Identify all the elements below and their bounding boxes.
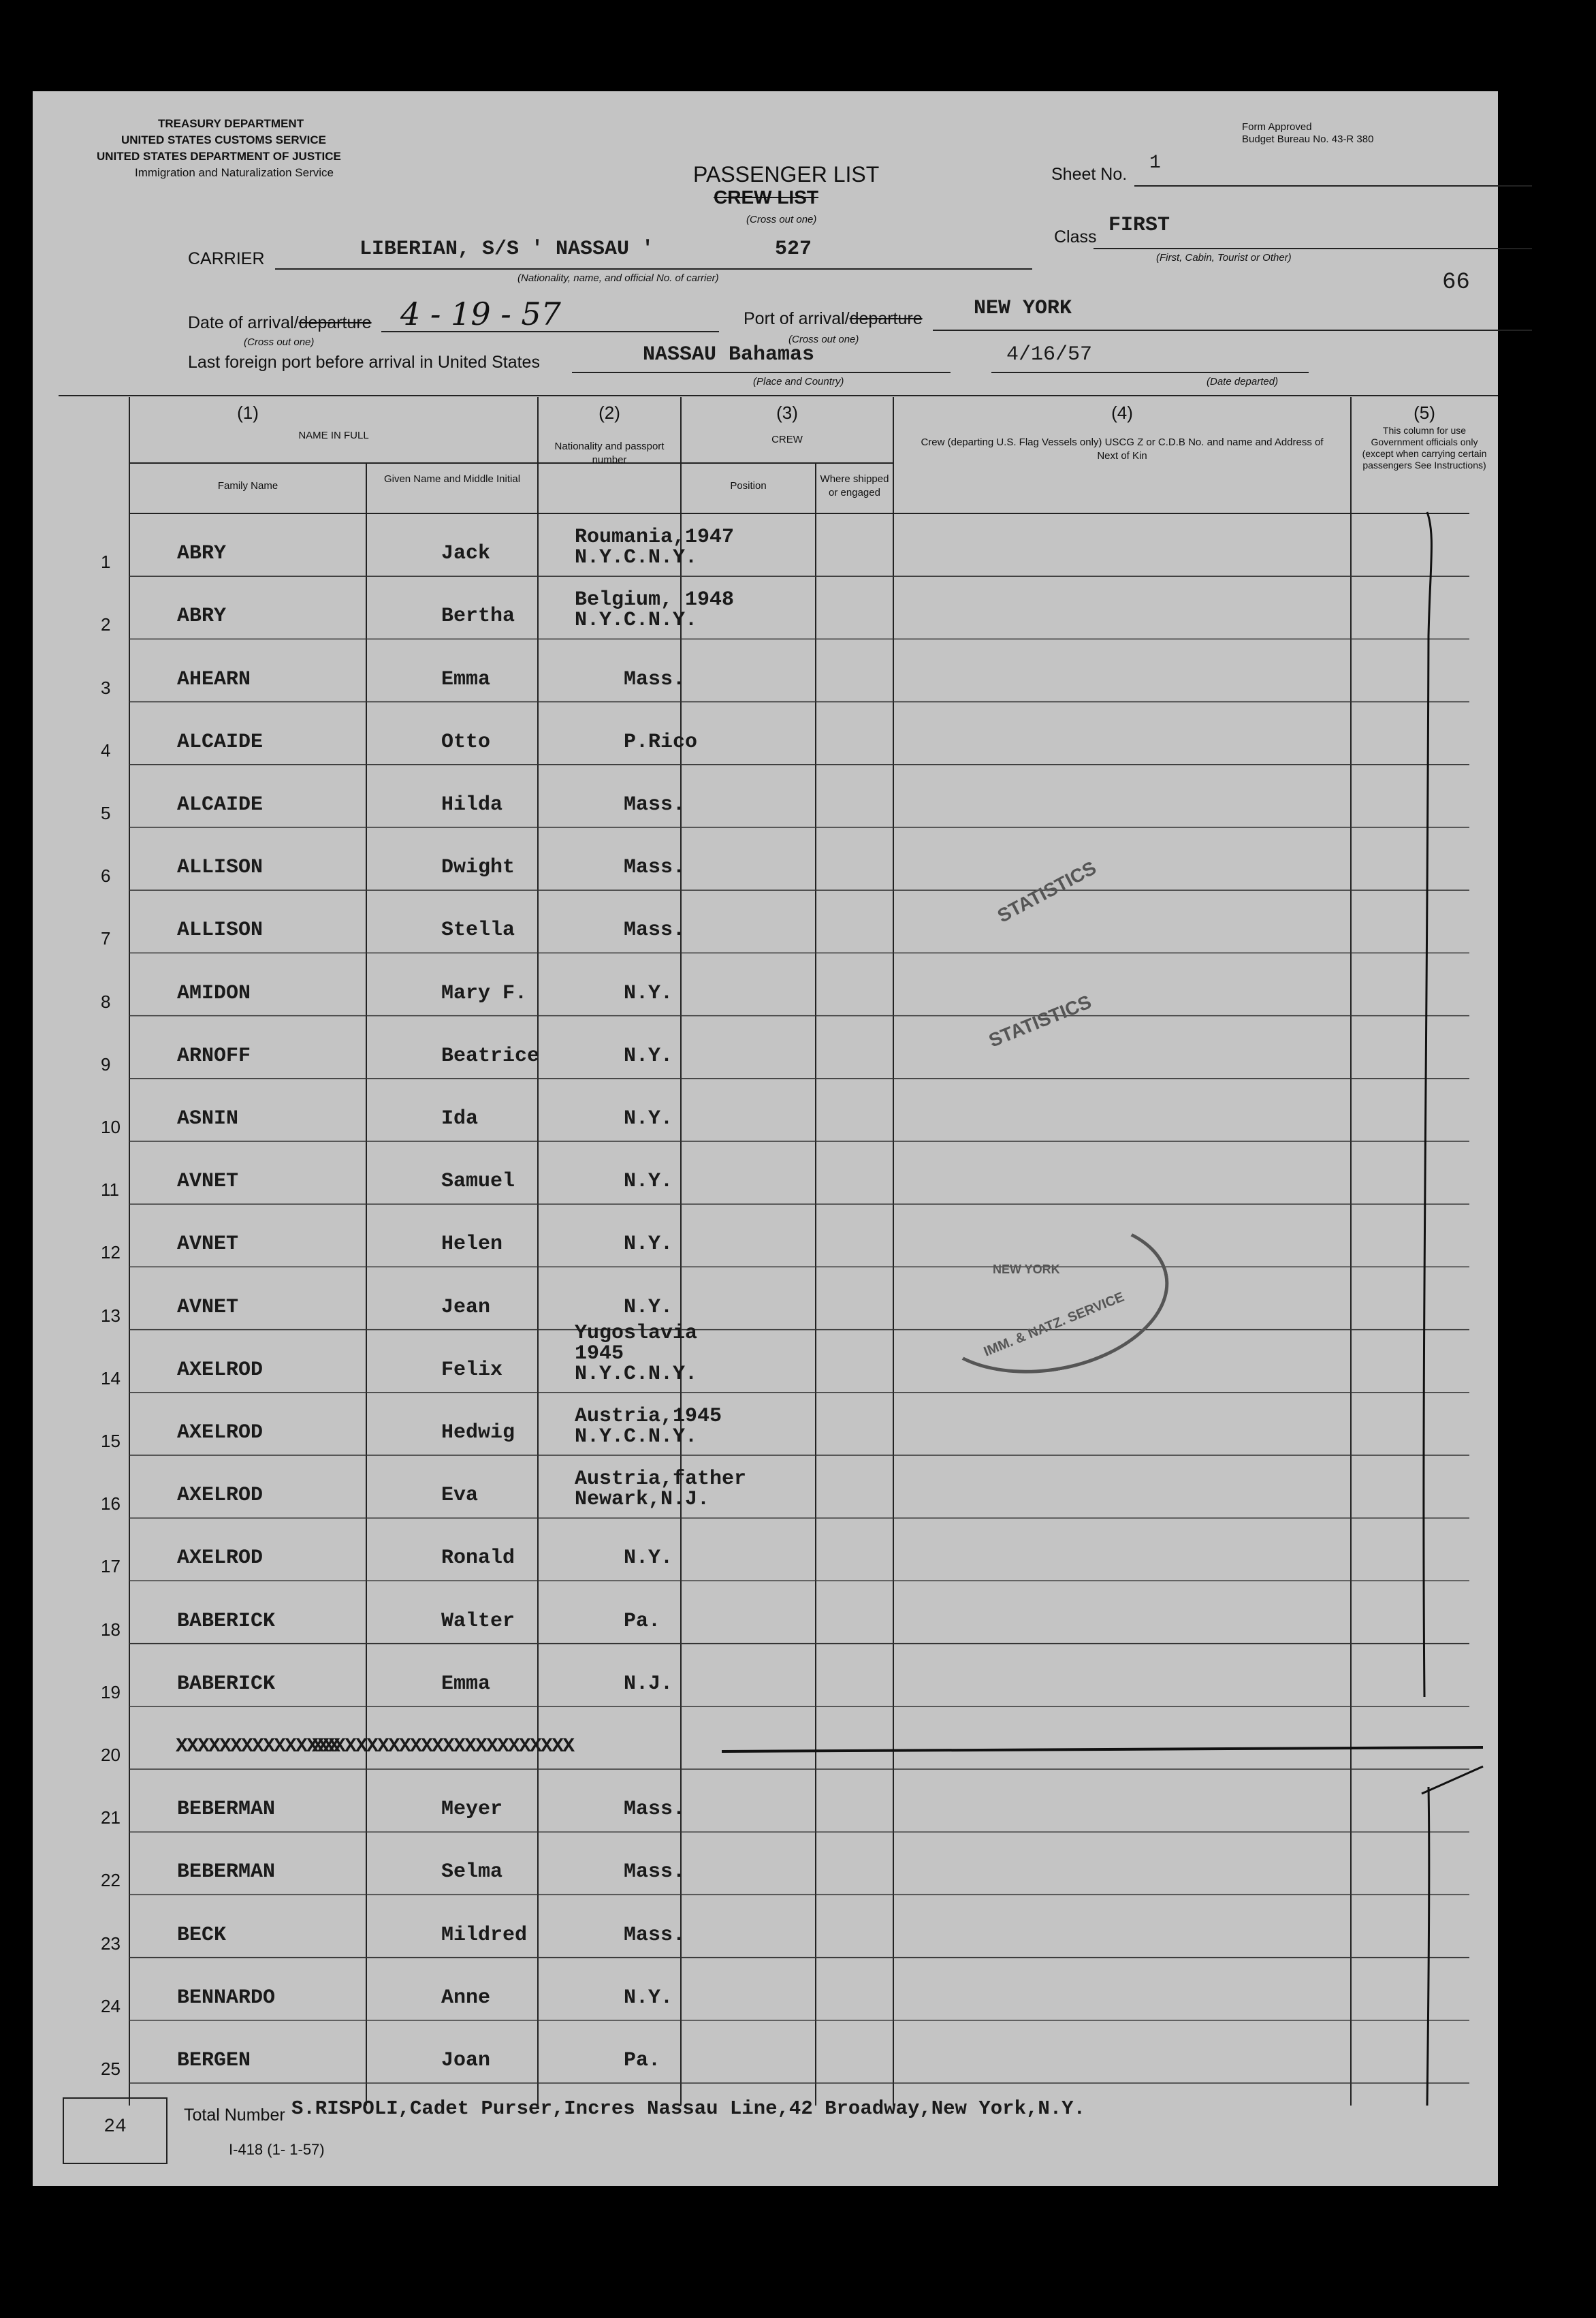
row-number: 23	[101, 1933, 121, 1954]
total-number-box	[63, 2097, 167, 2164]
nationality-line: Mass.	[624, 919, 686, 942]
given-name-cell: Hilda	[441, 793, 503, 816]
total-number-label: Total Number	[184, 2106, 285, 2125]
nationality-line: Mass.	[624, 1860, 686, 1884]
given-name-cell: Emma	[441, 1672, 491, 1696]
col-nationality: Nationality and passport number	[554, 441, 665, 466]
form-title: PASSENGER LIST	[693, 162, 880, 187]
handwritten-66: 66	[1442, 270, 1470, 296]
nationality-line: Mass.	[624, 856, 686, 880]
nationality-line: N.Y.	[624, 1295, 673, 1319]
col-position: Position	[730, 480, 767, 492]
family-name-cell: AXELROD	[177, 1358, 264, 1382]
given-name-cell: Samuel	[441, 1170, 515, 1194]
sheet-no-label: Sheet No.	[1051, 165, 1128, 184]
row-number: 9	[101, 1053, 111, 1075]
sheet-no-value: 1	[1149, 153, 1161, 174]
row-number: 3	[101, 677, 111, 698]
family-name-cell: BABERICK	[177, 1609, 276, 1633]
carrier-hint: (Nationality, name, and official No. of carrier)	[517, 272, 719, 284]
row-number: 12	[101, 1242, 121, 1263]
family-name-cell: ALCAIDE	[177, 730, 264, 754]
given-name-cell: Jack	[441, 542, 491, 566]
family-name-cell: AVNET	[177, 1295, 239, 1319]
col-where-shipped: Where shipped or engaged	[820, 473, 889, 498]
family-name-cell: BEBERMAN	[177, 1860, 276, 1884]
col-given-name: Given Name and Middle Initial	[383, 473, 521, 485]
class-label: Class	[1054, 227, 1097, 247]
row-number: 5	[101, 802, 111, 823]
agency-justice: UNITED STATES DEPARTMENT OF JUSTICE	[97, 150, 341, 163]
row-number: 22	[101, 1870, 121, 1891]
nationality-line: Belgium, 1948	[575, 588, 735, 612]
row-number: 24	[101, 1995, 121, 2016]
family-name-cell: AMIDON	[177, 981, 251, 1005]
family-name-cell: AXELROD	[177, 1484, 264, 1508]
given-name-cell: Eva	[441, 1484, 479, 1508]
date-arrival-label: Date of arrival/departure	[188, 313, 372, 332]
row-number: 25	[101, 2058, 121, 2079]
nationality-line: N.Y.	[624, 1546, 673, 1570]
nationality-line: Austria,1945	[575, 1404, 722, 1428]
given-name-cell: Ida	[441, 1107, 479, 1130]
port-arrival-label: Port of arrival/departure	[744, 309, 923, 328]
given-name-cell: Stella	[441, 919, 515, 942]
given-name-cell: Selma	[441, 1860, 503, 1884]
nationality-line: Mass.	[624, 1923, 686, 1947]
class-value: FIRST	[1108, 214, 1170, 237]
date-arrival-value: 4 - 19 - 57	[400, 296, 561, 332]
given-name-cell: Ronald	[441, 1546, 515, 1570]
statistics-stamp-1: STATISTICS	[993, 857, 1100, 927]
nationality-line: Austria,father	[575, 1467, 747, 1491]
crew-list-struck: CREW LIST	[714, 187, 818, 208]
col-crew: CREW	[771, 434, 803, 445]
date-departed-hint: (Date departed)	[1207, 376, 1279, 387]
date-departed-value: 4/16/57	[1006, 343, 1093, 366]
given-name-cell: Hedwig	[441, 1420, 515, 1444]
agency-ins: Immigration and Naturalization Service	[135, 166, 334, 179]
family-name-cell: ABRY	[177, 542, 227, 566]
budget-bureau: Budget Bureau No. 43-R 380	[1242, 133, 1374, 145]
nationality-line: P.Rico	[624, 730, 698, 754]
row-number: 13	[101, 1305, 121, 1326]
family-name-cell: AXELROD	[177, 1546, 264, 1570]
nationality-line: Pa.	[624, 1609, 661, 1633]
row-number: 1	[101, 552, 111, 573]
nationality-line: N.Y.C.N.Y.	[575, 609, 698, 633]
family-name-cell: BENNARDO	[177, 1986, 276, 2010]
row-number: 7	[101, 928, 111, 949]
row-number: 8	[101, 991, 111, 1012]
given-name-cell: Bertha	[441, 605, 515, 629]
row-number: 21	[101, 1807, 121, 1828]
row-number: 2	[101, 614, 111, 635]
given-name-cell: Mildred	[441, 1923, 528, 1947]
row-number: 14	[101, 1367, 121, 1388]
row-number: 16	[101, 1493, 121, 1514]
signatory-line: S.RISPOLI,Cadet Purser,Incres Nassau Line,42 Broadway,New York,N.Y.	[291, 2097, 1085, 2120]
family-name-cell: ABRY	[177, 605, 227, 629]
carrier-value: LIBERIAN, S/S ' NASSAU '	[360, 238, 654, 261]
family-name-cell: AHEARN	[177, 667, 251, 691]
nationality-line: N.Y.	[624, 1107, 673, 1130]
family-name-cell: BABERICK	[177, 1672, 276, 1696]
family-name-cell: XXXXXXXXXXXXXXX	[176, 1734, 340, 1758]
nationality-line: N.J.	[624, 1672, 673, 1696]
row-number: 20	[101, 1744, 121, 1765]
place-country-hint: (Place and Country)	[753, 376, 844, 387]
nationality-line: N.Y.C.N.Y.	[575, 1362, 698, 1386]
statistics-stamp-2: STATISTICS	[985, 991, 1095, 1051]
col1-title: NAME IN FULL	[298, 430, 369, 441]
family-name-cell: ALLISON	[177, 856, 264, 880]
nationality-line: N.Y.	[624, 1986, 673, 2010]
given-name-cell: Jean	[441, 1295, 491, 1319]
col1-number: (1)	[237, 402, 259, 423]
total-number-value: 24	[103, 2116, 127, 2138]
nationality-line: 1945	[575, 1341, 624, 1365]
last-port-value: NASSAU Bahamas	[643, 343, 815, 366]
agency-customs: UNITED STATES CUSTOMS SERVICE	[121, 133, 327, 146]
carrier-label: CARRIER	[188, 249, 265, 268]
given-name-cell: Otto	[441, 730, 491, 754]
given-name-cell: Felix	[441, 1358, 503, 1382]
nationality-line: Mass.	[624, 667, 686, 691]
col-government-use: This column for use Government officials only (except when carrying certain passengers See Instructions)	[1362, 425, 1487, 471]
given-name-cell: Helen	[441, 1233, 503, 1256]
row-number: 18	[101, 1619, 121, 1640]
nationality-line: Newark,N.J.	[575, 1488, 710, 1512]
stamp-city: NEW YORK	[993, 1263, 1060, 1276]
family-name-cell: ALLISON	[177, 919, 264, 942]
nationality-line: Mass.	[624, 1798, 686, 1822]
form-approved: Form Approved	[1242, 121, 1312, 133]
given-name-cell: Walter	[441, 1609, 515, 1633]
nationality-line: Roumania,1947	[575, 526, 735, 550]
given-name-cell: Meyer	[441, 1798, 503, 1822]
col2-number: (2)	[598, 402, 620, 423]
handwritten-check-marks	[33, 91, 1498, 2186]
nationality-line: N.Y.	[624, 1044, 673, 1068]
passenger-list-form	[33, 91, 1498, 2186]
col4-number: (4)	[1111, 402, 1133, 423]
carrier-number: 527	[775, 238, 812, 261]
stamp-service: IMM. & NATZ. SERVICE	[981, 1289, 1127, 1360]
row-number: 19	[101, 1681, 121, 1702]
row-number: 15	[101, 1430, 121, 1451]
family-name-cell: BECK	[177, 1923, 227, 1947]
row-number: 6	[101, 866, 111, 887]
col3-number: (3)	[776, 402, 798, 423]
given-name-cell: XXXXXXXXXXXXXXXXXXXXXXXX	[312, 1734, 574, 1758]
given-name-cell: Mary F.	[441, 981, 528, 1005]
given-name-cell: Dwight	[441, 856, 515, 880]
date-cross-note: (Cross out one)	[244, 336, 315, 348]
family-name-cell: ARNOFF	[177, 1044, 251, 1068]
given-name-cell: Anne	[441, 1986, 491, 2010]
port-cross-note: (Cross out one)	[788, 334, 859, 345]
family-name-cell: ASNIN	[177, 1107, 239, 1130]
nationality-line: N.Y.	[624, 981, 673, 1005]
nationality-line: N.Y.C.N.Y.	[575, 546, 698, 570]
nationality-line: N.Y.	[624, 1233, 673, 1256]
given-name-cell: Beatrice	[441, 1044, 540, 1068]
family-name-cell: ALCAIDE	[177, 793, 264, 816]
port-arrival-value: NEW YORK	[974, 297, 1072, 320]
family-name-cell: BERGEN	[177, 2048, 251, 2072]
nationality-line: Yugoslavia	[575, 1321, 698, 1345]
row-number: 17	[101, 1556, 121, 1577]
nationality-line: N.Y.C.N.Y.	[575, 1425, 698, 1448]
family-name-cell: AXELROD	[177, 1420, 264, 1444]
given-name-cell: Emma	[441, 667, 491, 691]
cross-out-one-note: (Cross out one)	[746, 214, 817, 225]
class-hint: (First, Cabin, Tourist or Other)	[1156, 252, 1292, 264]
given-name-cell: Joan	[441, 2048, 491, 2072]
col5-number: (5)	[1414, 402, 1435, 423]
form-number: I-418 (1- 1-57)	[229, 2141, 325, 2158]
nationality-line: Pa.	[624, 2048, 661, 2072]
family-name-cell: AVNET	[177, 1233, 239, 1256]
family-name-cell: AVNET	[177, 1170, 239, 1194]
row-number: 10	[101, 1116, 121, 1137]
col-crew-departing: Crew (departing U.S. Flag Vessels only) USCG Z or C.D.B No. and name and Address of Next of Kin	[921, 436, 1324, 462]
nationality-line: Mass.	[624, 793, 686, 816]
family-name-cell: BEBERMAN	[177, 1798, 276, 1822]
nationality-line: N.Y.	[624, 1170, 673, 1194]
last-port-label: Last foreign port before arrival in United States	[188, 353, 540, 372]
row-number: 4	[101, 740, 111, 761]
agency-treasury: TREASURY DEPARTMENT	[158, 117, 304, 130]
col-family-name: Family Name	[217, 480, 278, 492]
row-number: 11	[101, 1179, 119, 1201]
